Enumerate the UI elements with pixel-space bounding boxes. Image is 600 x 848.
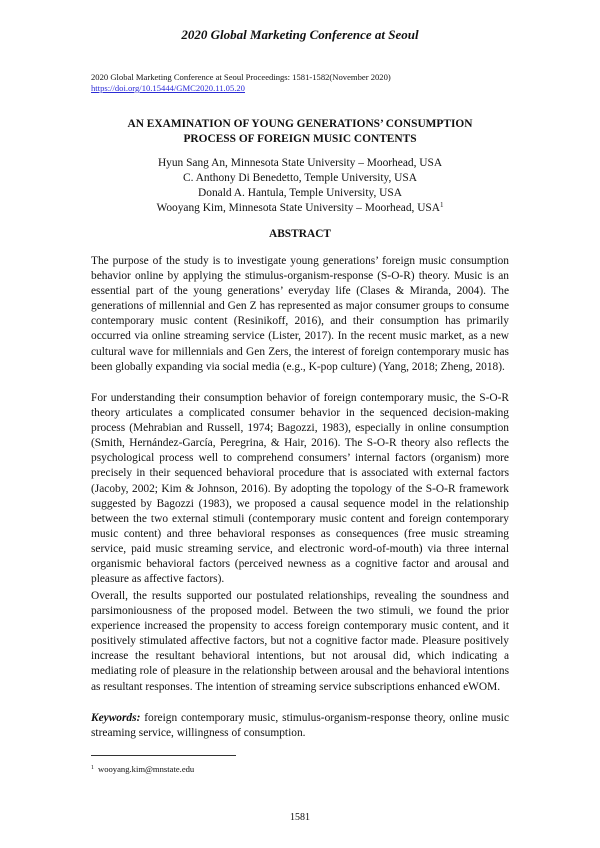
abstract-paragraph-3: Overall, the results supported our postulated relationships, revealing the soundness and parsimoniousness of the proposed model. Between the two stimuli, we found the prior experience increased the propensity to access foreign contemporary music content, and it positively stimulated affective factors, but not a cognitive factor made. Pleasure positively increase the resultant behavioral intentions, but not arousal did, which indicating a mediating role of pleasure in the relationship between arousal and the behavioral intentions as resultant responses. The intention of streaming service subscriptions enhanced eWOM. (91, 590, 509, 693)
author-2: C. Anthony Di Benedetto, Temple University, USA (183, 172, 417, 184)
author-1: Hyun Sang An, Minnesota State University – Moorhead, USA (157, 157, 443, 169)
running-header: 2020 Global Marketing Conference at Seoul (181, 27, 419, 42)
footnote-divider (91, 755, 236, 756)
author-footnote-marker: 1 (440, 201, 444, 209)
author-4 (70, 201, 530, 216)
author-3: Donald A. Hantula, Temple University, USA (198, 187, 402, 199)
keywords-paragraph (91, 711, 509, 741)
proceedings-info (91, 72, 391, 94)
proceedings-citation: 2020 Global Marketing Conference at Seoul Proceedings: 1581-1582(November 2020) (91, 72, 391, 82)
footnote-email: wooyang.kim@mnstate.edu (98, 764, 195, 774)
footnote-marker: 1 (91, 765, 94, 771)
keywords-text: foreign contemporary music, stimulus-organism-response theory, online music streaming service, willingness of consumption. (91, 712, 509, 740)
page-number: 1581 (290, 812, 310, 823)
abstract-paragraph-2: For understanding their consumption behavior of foreign contemporary music, the S-O-R theory articulates a complicated consumer behavior in the sequenced decision-making process (Mehrabian and Russell, 1974; Bagozzi, 1983), especially in online consumption (Smith, Hernández-García, Peregrina, & Hair, 2016). The S-O-R theory also reflects the psychological process well to comprehend consumers’ internal factors (organism) more precisely in their sequenced behavioral procedure that is associated with external factors (Jacoby, 2002; Kim & Johnson, 2016). By adopting the topology of the S-O-R framework suggested by Bagozzi (1983), we proposed a causal sequence model in the relationship between the two external stimuli (contemporary music content and foreign contemporary music content) and three behavioral responses as consequences (free music streaming service, paid music streaming service, and electronic word-of-mouth) via three internal organismic behavioral factors (perceived newness as a cognitive factor and arousal and pleasure as affective factors). (91, 392, 509, 586)
author-4-text: Wooyang Kim, Minnesota State University – Moorhead, USA (156, 202, 440, 214)
keywords-label: Keywords: (91, 712, 141, 724)
abstract-paragraph-1: The purpose of the study is to investigate young generations’ foreign music consumption behavior online by applying the stimulus-organism-response (S-O-R) theory. Music is an essential part of the young generations’ everyday life (Clases & Miranda, 2004). The generations of millennial and Gen Z has represented as major consumer groups to consume contemporary music content (Resinikoff, 2016), and their consumption has primarily occurred via online streaming service (Lister, 2017). In the recent music market, as a new cultural wave for millennials and Gen Zers, the interest of foreign contemporary music has been globally expanding via social media (e.g., K-pop culture) (Yang, 2018; Zheng, 2018). (91, 255, 509, 373)
doi-link[interactable]: https://doi.org/10.15444/GMC2020.11.05.20 (91, 83, 245, 93)
footnote (91, 764, 194, 774)
paper-title (70, 117, 530, 147)
author-list (70, 156, 530, 216)
abstract-heading: ABSTRACT (268, 228, 332, 240)
title-line-2: PROCESS OF FOREIGN MUSIC CONTENTS (183, 133, 417, 145)
title-line-1: AN EXAMINATION OF YOUNG GENERATIONS’ CONSUMPTION (127, 118, 473, 130)
